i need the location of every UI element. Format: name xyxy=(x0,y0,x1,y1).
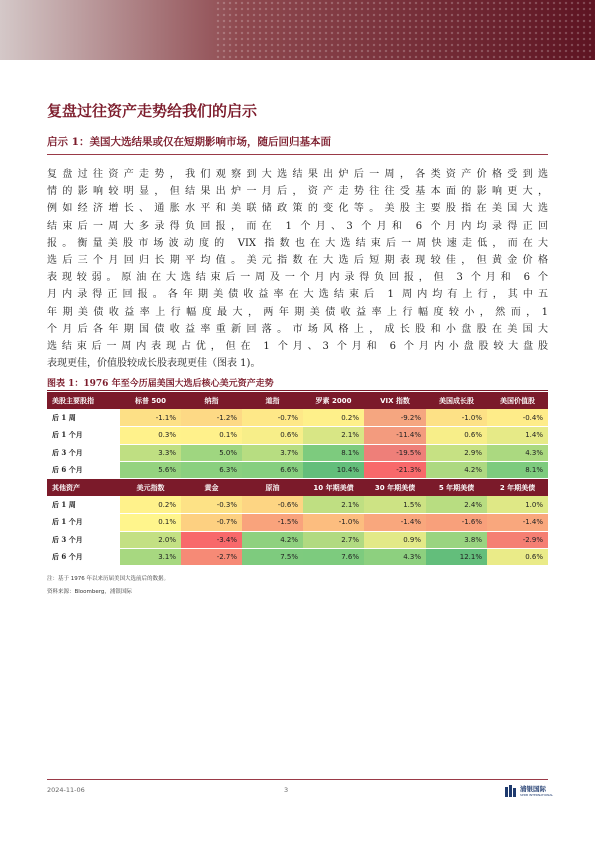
column-header: 美股主要股指 xyxy=(47,392,120,409)
table-cell: 3.1% xyxy=(120,549,181,566)
subsection-divider xyxy=(47,154,548,155)
column-header: 5 年期美债 xyxy=(426,479,487,496)
table-cell: -1.0% xyxy=(303,514,364,531)
row-label: 后 6 个月 xyxy=(47,549,120,566)
table-cell: 2.9% xyxy=(426,444,487,461)
table-cell: -19.5% xyxy=(364,444,426,461)
body-line: 表现更佳，价值股较成长股表现更佳（图表 1)。 xyxy=(47,358,261,370)
column-header: 2 年期美债 xyxy=(487,479,548,496)
table-note: 注：基于 1976 年以来历届美国大选前后的数据。 xyxy=(47,576,169,582)
table-cell: -1.4% xyxy=(487,514,548,531)
column-header: 美元指数 xyxy=(120,479,181,496)
company-logo xyxy=(505,783,565,799)
table-cell: 0.1% xyxy=(120,514,181,531)
body-line: 复盘过往资产走势，我们观察到大选结果出炉后一周，各类资产价格受到选 xyxy=(47,169,548,180)
logo-icon xyxy=(505,785,517,797)
asset-performance-table xyxy=(47,392,548,566)
table-cell: 0.2% xyxy=(120,496,181,513)
column-header: 罗素 2000 xyxy=(303,392,364,409)
table-cell: 8.1% xyxy=(303,444,364,461)
row-label: 后 1 个月 xyxy=(47,427,120,444)
table-cell: 3.7% xyxy=(242,444,303,461)
table-cell: 0.3% xyxy=(120,427,181,444)
table-row xyxy=(47,409,548,426)
table-cell: -1.5% xyxy=(242,514,303,531)
logo-name-en: SPDB INTERNATIONAL xyxy=(520,792,554,797)
table-title-divider xyxy=(47,390,548,391)
table-cell: 6.6% xyxy=(242,462,303,479)
table-header-row xyxy=(47,479,548,496)
table-cell: 10.4% xyxy=(303,462,364,479)
row-label: 后 3 个月 xyxy=(47,444,120,461)
table-row xyxy=(47,549,548,566)
body-line: 选后三个月回归长期平均值。美元指数在大选后短期表现较佳，但黄金价格 xyxy=(47,254,548,266)
table-cell: -1.0% xyxy=(426,409,487,426)
body-line: 表现较弱。原油在大选结束后一周及一个月内录得负回报，但 3 个月和 6 个 xyxy=(47,272,548,284)
table-cell: 2.1% xyxy=(303,496,364,513)
table-source: 资料来源：Bloomberg，浦银国际 xyxy=(47,589,132,595)
subsection-title: 启示 1：美国大选结果或仅在短期影响市场，随后回归基本面 xyxy=(47,136,331,148)
row-label: 后 1 周 xyxy=(47,496,120,513)
table-cell: -0.7% xyxy=(242,409,303,426)
table-cell: 0.6% xyxy=(426,427,487,444)
table-cell: 2.1% xyxy=(303,427,364,444)
table-cell: 2.0% xyxy=(120,531,181,548)
column-header: 纳指 xyxy=(181,392,242,409)
table-cell: -2.9% xyxy=(487,531,548,548)
column-header: 道指 xyxy=(242,392,303,409)
table-cell: -21.3% xyxy=(364,462,426,479)
table-cell: 5.0% xyxy=(181,444,242,461)
table-cell: -0.6% xyxy=(242,496,303,513)
table-row xyxy=(47,444,548,461)
table-cell: -1.6% xyxy=(426,514,487,531)
table-cell: 4.3% xyxy=(487,444,548,461)
column-header: 美国成长股 xyxy=(426,392,487,409)
table-cell: 8.1% xyxy=(487,462,548,479)
column-header: 30 年期美债 xyxy=(364,479,426,496)
table-cell: -1.1% xyxy=(120,409,181,426)
table-cell: 12.1% xyxy=(426,549,487,566)
table-cell: -2.7% xyxy=(181,549,242,566)
table-title: 图表 1：1976 年至今历届美国大选后核心美元资产走势 xyxy=(47,379,274,389)
logo-name-cn: 浦银国际 xyxy=(520,784,546,793)
section-title: 复盘过往资产走势给我们的启示 xyxy=(47,102,258,120)
body-line: 情的影响较明显，但结果出炉一月后，资产走势往往受基本面的影响更大， xyxy=(47,186,548,198)
table-cell: 1.4% xyxy=(487,427,548,444)
row-label: 后 3 个月 xyxy=(47,531,120,548)
table-cell: 0.9% xyxy=(364,531,426,548)
row-label: 后 1 周 xyxy=(47,409,120,426)
body-line: 个月后各年期国债收益率重新回落。市场风格上，成长股和小盘股在美国大 xyxy=(47,323,548,335)
table-row xyxy=(47,427,548,444)
column-header: 美国价值股 xyxy=(487,392,548,409)
body-line: 年期美债收益率上行幅度最大，两年期美债收益率上行幅度较小，然而，1 xyxy=(47,306,548,318)
column-header: 标普 500 xyxy=(120,392,181,409)
table-cell: 4.2% xyxy=(426,462,487,479)
table-cell: -0.3% xyxy=(181,496,242,513)
table-cell: 7.5% xyxy=(242,549,303,566)
table-cell: 1.0% xyxy=(487,496,548,513)
table-cell: -9.2% xyxy=(364,409,426,426)
footer-date: 2024-11-06 xyxy=(47,786,85,794)
row-label: 后 6 个月 xyxy=(47,462,120,479)
body-line: 月内录得正回报。各年期美债收益率在大选结束后 1 周内均有上行，其中五 xyxy=(47,289,548,301)
body-line: 报。衡量美股市场波动度的 VIX 指数也在大选结束后一周快速走低，而在大 xyxy=(47,237,548,249)
page-number: 3 xyxy=(284,786,289,794)
table-cell: 6.3% xyxy=(181,462,242,479)
column-header: 原油 xyxy=(242,479,303,496)
body-line: 选结束后一周内表现占优，但在 1 个月、3 个月和 6 个月内小盘股较大盘股 xyxy=(47,340,548,352)
column-header: 10 年期美债 xyxy=(303,479,364,496)
table-row xyxy=(47,531,548,548)
body-line: 例如经济增长、通胀水平和美联储政策的变化等。美股主要股指在美国大选 xyxy=(47,203,548,215)
table-cell: -3.4% xyxy=(181,531,242,548)
table-cell: -1.2% xyxy=(181,409,242,426)
column-header: 其他资产 xyxy=(47,479,120,496)
table-cell: 3.3% xyxy=(120,444,181,461)
table-cell: -0.7% xyxy=(181,514,242,531)
table-cell: 7.6% xyxy=(303,549,364,566)
table-cell: 4.2% xyxy=(242,531,303,548)
table-cell: 2.4% xyxy=(426,496,487,513)
table-cell: 4.3% xyxy=(364,549,426,566)
column-header: 黄金 xyxy=(181,479,242,496)
header-banner-pattern xyxy=(215,0,595,60)
header-banner xyxy=(0,0,595,60)
table-row xyxy=(47,496,548,513)
table-cell: 3.8% xyxy=(426,531,487,548)
table-cell: -1.4% xyxy=(364,514,426,531)
footer-divider xyxy=(47,779,548,780)
body-paragraph xyxy=(47,166,548,372)
body-line: 结束后一周大多录得负回报，而在 1 个月、3 个月和 6 个月内均录得正回 xyxy=(47,220,548,232)
table-cell: 5.6% xyxy=(120,462,181,479)
table-cell: 0.1% xyxy=(181,427,242,444)
table-cell: 1.5% xyxy=(364,496,426,513)
table-cell: -0.4% xyxy=(487,409,548,426)
table-cell: 0.6% xyxy=(242,427,303,444)
table-row xyxy=(47,462,548,479)
table-cell: 0.6% xyxy=(487,549,548,566)
column-header: VIX 指数 xyxy=(364,392,426,409)
table-cell: 2.7% xyxy=(303,531,364,548)
table-cell: 0.2% xyxy=(303,409,364,426)
table-row xyxy=(47,514,548,531)
table-cell: -11.4% xyxy=(364,427,426,444)
row-label: 后 1 个月 xyxy=(47,514,120,531)
table-header-row xyxy=(47,392,548,409)
